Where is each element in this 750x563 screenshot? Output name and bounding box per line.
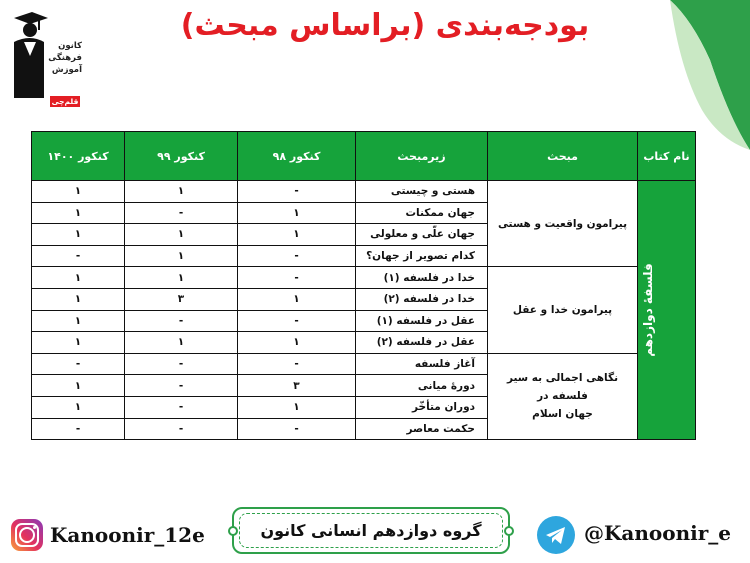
header-book: نام کتاب [638,132,696,181]
telegram-handle[interactable]: @Kanoonir_e [584,521,731,545]
subtopic-cell: خدا در فلسفه (۱) [356,267,488,289]
konkur-1400-cell: ۱ [32,375,125,397]
telegram-icon[interactable] [537,516,575,554]
konkur-99-cell: ۳ [125,288,238,310]
konkur-98-cell: - [238,267,356,289]
konkur-99-cell: - [125,310,238,332]
topic-line: نگاهی اجمالی به سیر [506,372,619,385]
konkur-99-cell: - [125,396,238,418]
logo-line: کانون [58,41,82,51]
konkur-99-cell: ۱ [125,224,238,246]
konkur-98-cell: - [238,418,356,440]
subtopic-cell: آغاز فلسفه [356,353,488,375]
konkur-1400-cell: ۱ [32,310,125,332]
konkur-99-cell: - [125,418,238,440]
konkur-98-cell: ۱ [238,396,356,418]
konkur-98-cell: ۳ [238,375,356,397]
subtopic-cell: عقل در فلسفه (۲) [356,332,488,354]
logo-badge: قلم‌چی [51,97,79,106]
konkur-1400-cell: ۱ [32,181,125,203]
budget-table [31,131,695,440]
konkur-1400-cell: ۱ [32,202,125,224]
konkur-99-cell: - [125,353,238,375]
konkur-99-cell: ۱ [125,267,238,289]
konkur-98-cell: - [238,181,356,203]
subtopic-cell: حکمت معاصر [356,418,488,440]
topic-line: جهان اسلام [532,408,593,421]
konkur-1400-cell: ۱ [32,332,125,354]
topic-line: فلسفه در [537,390,588,403]
table-row [32,181,696,203]
header-subtopic: زیرمبحث [356,132,488,181]
book-name: فلسفهٔ دوازدهم [641,263,656,357]
konkur-1400-cell: ۱ [32,396,125,418]
header-topic: مبحث [488,132,638,181]
konkur-1400-cell: - [32,353,125,375]
group-label: گروه دوازدهم انسانی کانون [260,521,482,540]
instagram-handle[interactable]: Kanoonir_12e [50,523,205,547]
subtopic-cell: جهان ممکنات [356,202,488,224]
table-row [32,353,696,375]
book-name-cell [638,181,696,440]
konkur-1400-cell: ۱ [32,288,125,310]
subtopic-cell: دورهٔ میانی [356,375,488,397]
konkur-98-cell: - [238,310,356,332]
konkur-98-cell: - [238,245,356,267]
konkur-98-cell: ۱ [238,224,356,246]
subtopic-cell: خدا در فلسفه (۲) [356,288,488,310]
konkur-99-cell: - [125,202,238,224]
konkur-99-cell: ۱ [125,181,238,203]
table-row [32,267,696,289]
topic-cell: پیرامون خدا و عقل [488,267,638,353]
instagram-icon[interactable] [11,519,43,551]
header-konkur-99: کنکور ۹۹ [125,132,238,181]
konkur-98-cell: - [238,353,356,375]
topic-cell: پیرامون واقعیت و هستی [488,181,638,267]
subtopic-cell: عقل در فلسفه (۱) [356,310,488,332]
logo-line: فرهنگی [48,53,82,63]
graduate-figure-icon [8,12,48,98]
konkur-98-cell: ۱ [238,332,356,354]
logo-line: آموزش [51,65,82,75]
konkur-1400-cell: - [32,418,125,440]
konkur-1400-cell: - [32,245,125,267]
subtopic-cell: کدام تصویر از جهان؟ [356,245,488,267]
topic-cell [488,353,638,439]
konkur-99-cell: - [125,375,238,397]
konkur-99-cell: ۱ [125,245,238,267]
konkur-99-cell: ۱ [125,332,238,354]
konkur-1400-cell: ۱ [32,267,125,289]
table-header-row [32,132,696,181]
konkur-98-cell: ۱ [238,288,356,310]
header-konkur-1400: کنکور ۱۴۰۰ [32,132,125,181]
subtopic-cell: دوران متأخّر [356,396,488,418]
subtopic-cell: جهان علّی و معلولی [356,224,488,246]
kanoon-logo [8,12,82,106]
header-konkur-98: کنکور ۹۸ [238,132,356,181]
page-title: بودجه‌بندی (براساس مبحث) [180,8,590,43]
group-label-box [232,507,510,554]
konkur-98-cell: ۱ [238,202,356,224]
konkur-1400-cell: ۱ [32,224,125,246]
subtopic-cell: هستی و چیستی [356,181,488,203]
